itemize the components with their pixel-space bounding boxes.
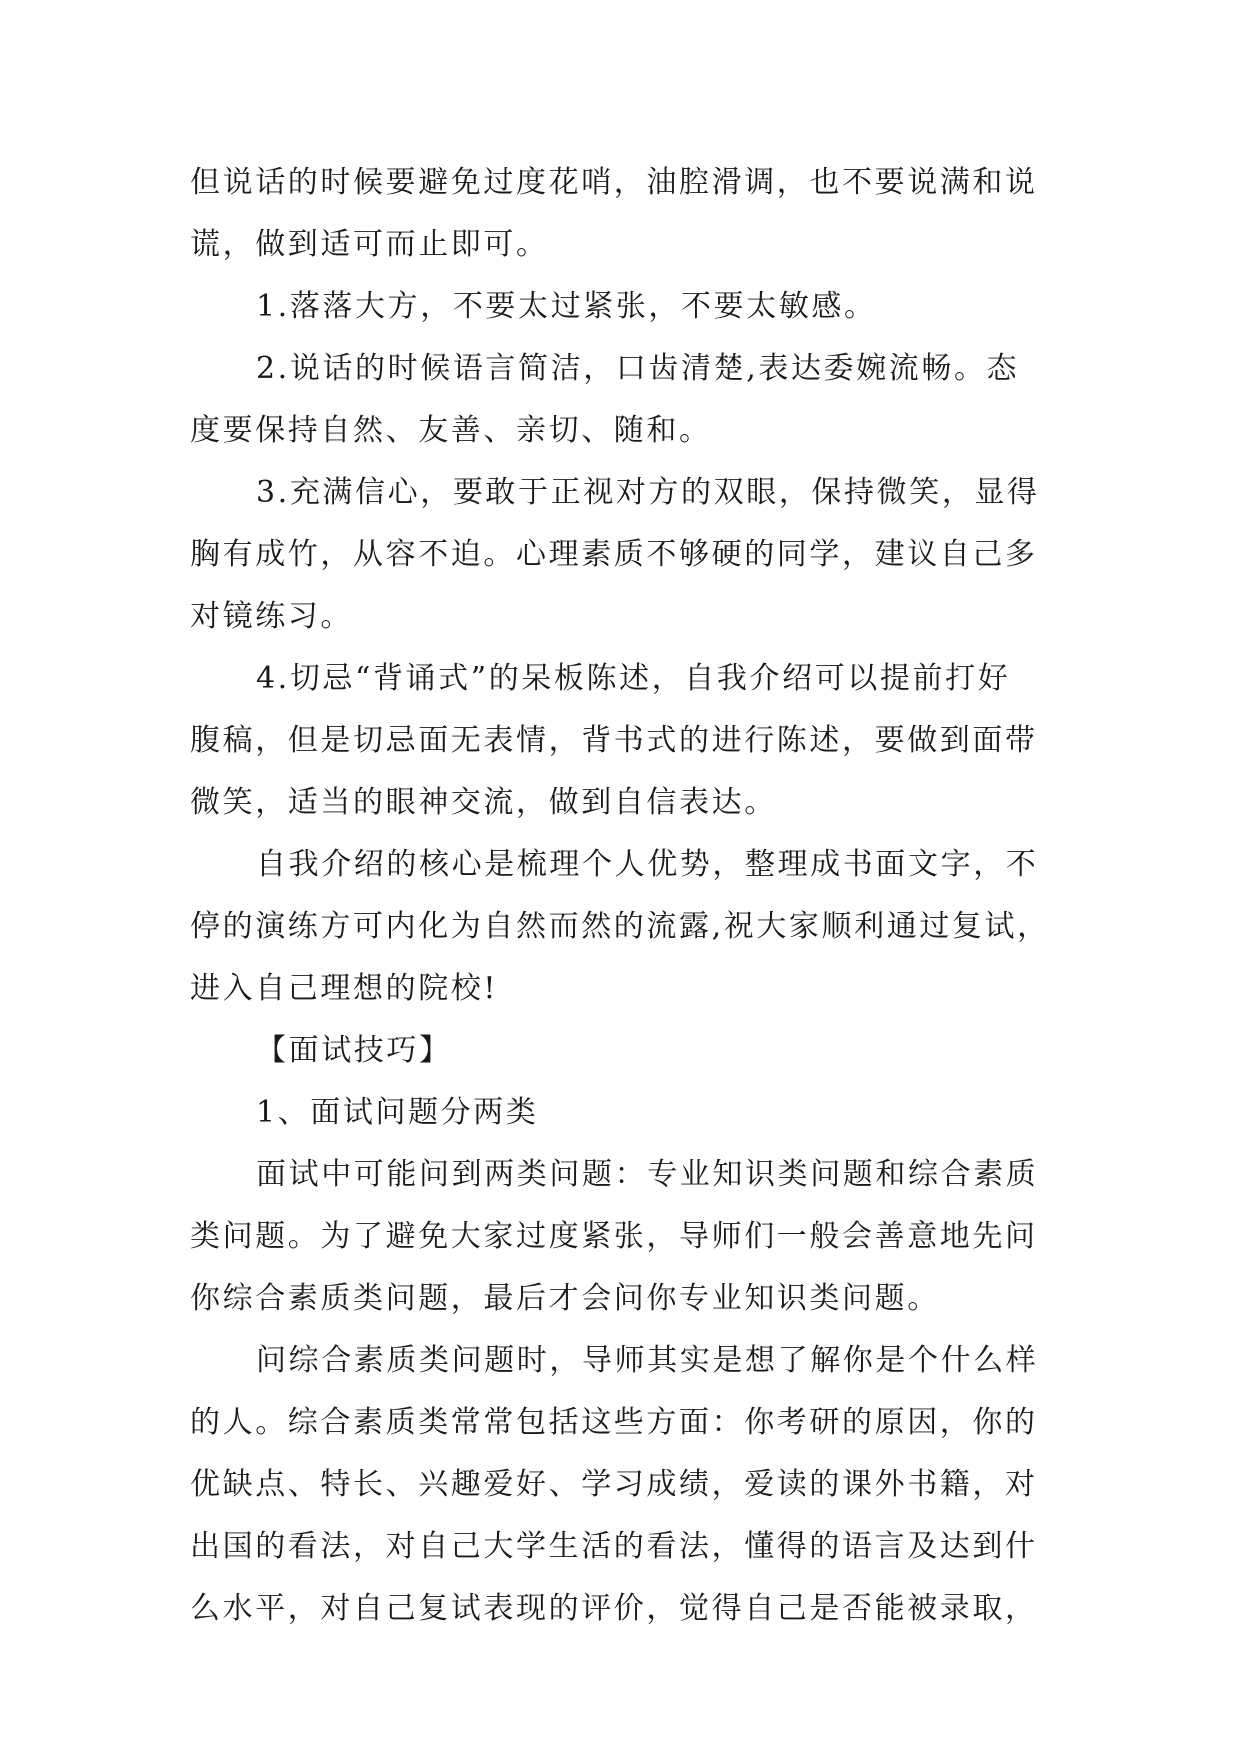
text-line: 腹稿，但是切忌面无表情，背书式的进行陈述，要做到面带 (190, 723, 1038, 758)
text-line: 对镜练习。 (190, 599, 353, 634)
text-line: 优缺点、特长、兴趣爱好、学习成绩，爱读的课外书籍，对 (190, 1467, 1038, 1502)
text-line: 胸有成竹，从容不迫。心理素质不够硬的同学，建议自己多 (190, 537, 1038, 572)
paragraph-start: 自我介绍的核心是梳理个人优势，整理成书面文字，不 (256, 847, 1039, 882)
text-line: 但说话的时候要避免过度花哨，油腔滑调，也不要说满和说 (190, 165, 1038, 200)
list-item: 2.说话的时候语言简洁，口齿清楚,表达委婉流畅。态 (256, 351, 1020, 386)
text-line: 么水平，对自己复试表现的评价，觉得自己是否能被录取， (190, 1591, 1038, 1626)
list-item: 4.切忌“背诵式”的呆板陈述，自我介绍可以提前打好 (256, 661, 1011, 696)
text-line: 你综合素质类问题，最后才会问你专业知识类问题。 (190, 1281, 940, 1316)
subsection-heading: 1、面试问题分两类 (256, 1095, 539, 1130)
list-item: 1.落落大方，不要太过紧张，不要太敏感。 (256, 289, 877, 324)
text-line: 谎，做到适可而止即可。 (190, 227, 549, 262)
paragraph-start: 问综合素质类问题时，导师其实是想了解你是个什么样 (256, 1343, 1039, 1378)
text-line: 微笑，适当的眼神交流，做到自信表达。 (190, 785, 777, 820)
document-body (190, 152, 1050, 1640)
text-line: 进入自己理想的院校! (190, 971, 499, 1006)
text-line: 的人。综合素质类常常包括这些方面：你考研的原因，你的 (190, 1405, 1038, 1440)
text-line: 停的演练方可内化为自然而然的流露,祝大家顺利通过复试， (190, 909, 1050, 944)
paragraph-start: 面试中可能问到两类问题：专业知识类问题和综合素质 (256, 1157, 1039, 1192)
list-item: 3.充满信心，要敢于正视对方的双眼，保持微笑，显得 (256, 475, 1040, 510)
text-line: 度要保持自然、友善、亲切、随和。 (190, 413, 712, 448)
section-heading: 【面试技巧】 (256, 1033, 452, 1068)
text-line: 出国的看法，对自己大学生活的看法，懂得的语言及达到什 (190, 1529, 1038, 1564)
text-line: 类问题。为了避免大家过度紧张，导师们一般会善意地先问 (190, 1219, 1038, 1254)
